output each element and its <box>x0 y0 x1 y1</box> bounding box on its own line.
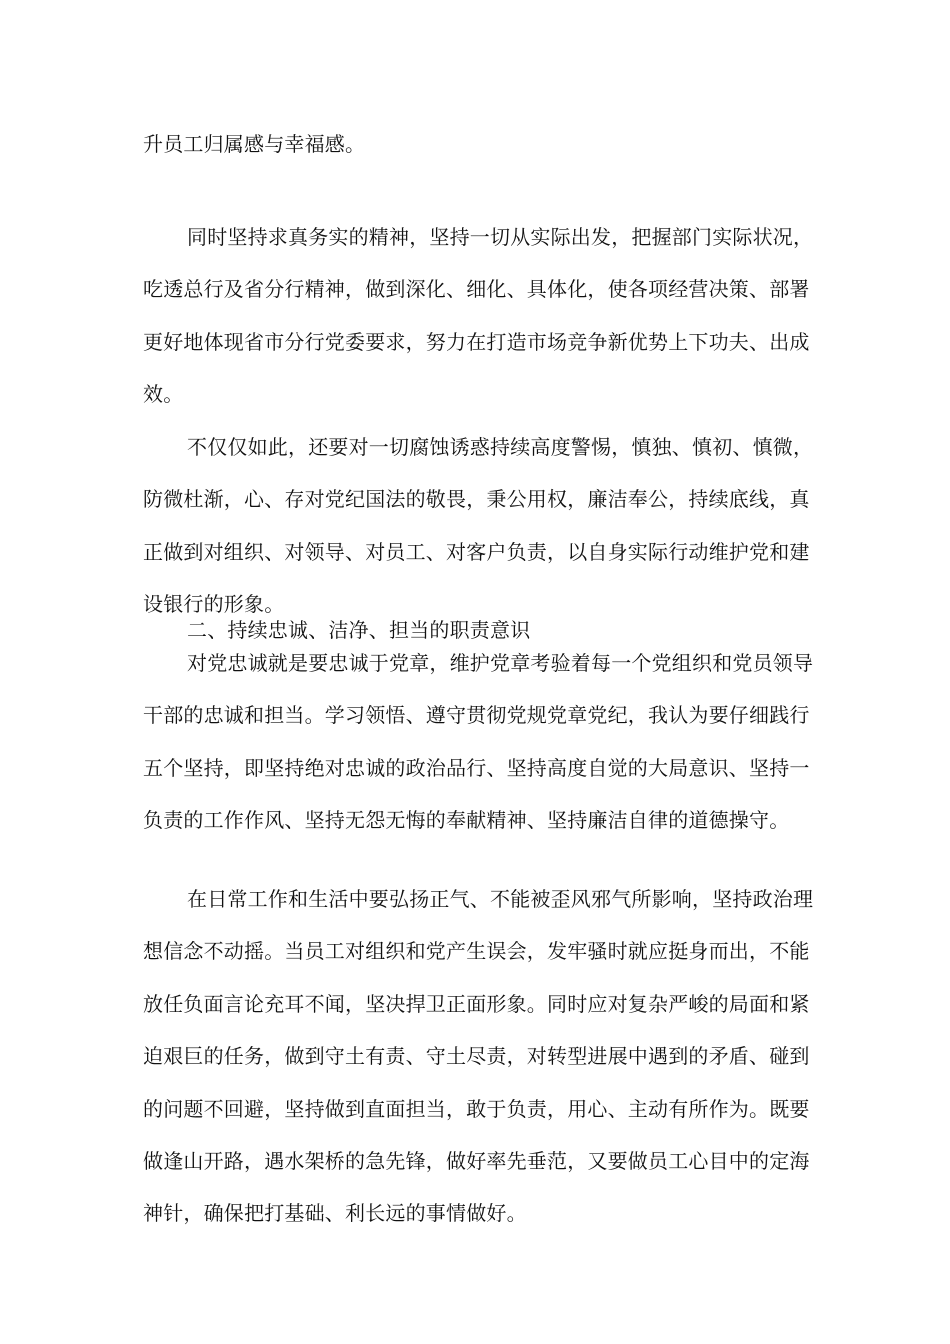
paragraph-1 <box>143 118 823 170</box>
paragraph-6 <box>143 873 823 1240</box>
text-line: 想信念不动摇。当员工对组织和党产生误会，发牢骚时就应挺身而出，不能 <box>143 939 810 964</box>
text-line: 在日常工作和生活中要弘扬正气、不能被歪风邪气所影响，坚持政治理 <box>187 887 814 911</box>
text-line: 对党忠诚就是要忠诚于党章，维护党章考验着每一个党组织和党员领导 <box>187 651 814 675</box>
text-line: 防微杜渐，心、存对党纪国法的敬畏，秉公用权，廉洁奉公，持续底线，真 <box>143 487 810 512</box>
text-line: 更好地体现省市分行党委要求，努力在打造市场竞争新优势上下功夫、出成 <box>143 329 810 354</box>
text-line: 负责的工作作风、坚持无怨无悔的奉献精神、坚持廉洁自律的道德操守。 <box>143 808 790 833</box>
text-line: 吃透总行及省分行精神，做到深化、细化、具体化，使各项经营决策、部署 <box>143 277 810 302</box>
text-line: 效。 <box>143 382 184 407</box>
text-line: 升员工归属感与幸福感。 <box>143 132 366 156</box>
text-line: 同时坚持求真务实的精神，坚持一切从实际出发，把握部门实际状况， <box>187 225 814 249</box>
text-line: 不仅仅如此，还要对一切腐蚀诱惑持续高度警惕，慎独、慎初、慎微， <box>187 435 814 459</box>
text-line: 正做到对组织、对领导、对员工、对客户负责，以自身实际行动维护党和建 <box>143 539 810 564</box>
text-line: 干部的忠诚和担当。学习领悟、遵守贯彻党规党章党纪，我认为要仔细践行 <box>143 703 810 728</box>
heading-line: 二、持续忠诚、洁净、担当的职责意识 <box>187 618 531 642</box>
paragraph-3 <box>143 421 823 631</box>
text-line: 设银行的形象。 <box>143 592 285 617</box>
text-line: 的问题不回避，坚持做到直面担当，敢于负责，用心、主动有所作为。既要 <box>143 1096 810 1121</box>
paragraph-5 <box>143 637 823 847</box>
text-line: 神针，确保把打基础、利长远的事情做好。 <box>143 1201 527 1226</box>
text-line: 放任负面言论充耳不闻，坚决捍卫正面形象。同时应对复杂严峻的局面和紧 <box>143 991 810 1016</box>
paragraph-2 <box>143 211 823 421</box>
text-line: 迫艰巨的任务，做到守土有责、守土尽责，对转型进展中遇到的矛盾、碰到 <box>143 1044 810 1069</box>
text-line: 做逢山开路，遇水架桥的急先锋，做好率先垂范，又要做员工心目中的定海 <box>143 1148 810 1173</box>
text-line: 五个坚持，即坚持绝对忠诚的政治品行、坚持高度自觉的大局意识、坚持一 <box>143 755 810 780</box>
